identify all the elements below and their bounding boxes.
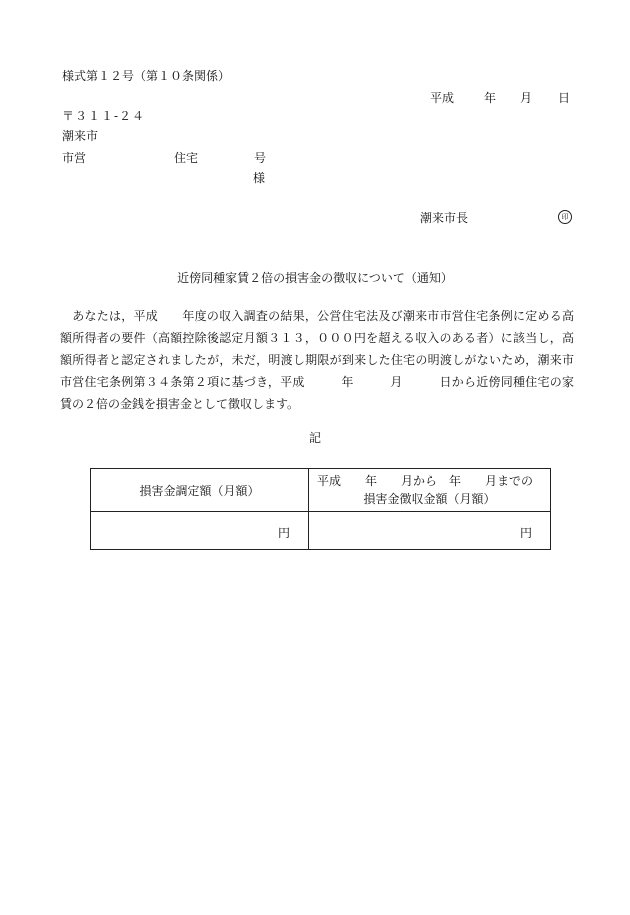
date-year: 年 [483,91,496,105]
housing-prefix: 市営 [62,151,87,165]
ki-heading: 記 [308,431,321,445]
postal-code: 〒３１１-２４ [62,109,146,123]
yen-unit: 円 [277,526,290,540]
value-assessment-cell [91,512,309,550]
housing-name: 住宅 [174,151,199,165]
date-day: 日 [557,91,570,105]
header-collection-period [309,469,551,512]
housing-room: 号 [254,151,267,165]
table-value-row [91,512,551,550]
yen-unit: 円 [519,526,532,540]
header-collection-line: 損害金徴収金額（月額） [363,492,496,506]
header-period-line: 平成 年 月から 年 月までの [317,474,534,488]
recipient-housing [62,150,266,166]
header-monthly-assessment: 損害金調定額（月額） [91,469,309,512]
value-collection-cell [309,512,551,550]
recipient-city: 潮来市 [62,129,99,143]
date-month: 月 [519,91,532,105]
date-era: 平成 [429,91,454,105]
table-header-row [91,469,551,512]
recipient-honorific: 様 [253,171,266,185]
notice-body: あなたは，平成 年度の収入調査の結果，公営住宅法及び潮来市市営住宅条例に定める高額所得者の要件（高額控除後認定月額３１３，０００円を超える収入のある者）に該当し，高額所得者と認定されましたが，未だ，明渡し期限が到来した住宅の明渡しがないため，潮来市市営住宅条例第３４条第２項に基づき，平成 年 月 日から近傍同種住宅の家賃の２倍の金銭を損害金として徴収します。 [60,309,574,411]
issue-date [430,90,570,106]
sender-title: 潮来市長 [420,211,469,225]
notice-title: 近傍同種家賃２倍の損害金の徴収について（通知） [177,271,453,285]
seal-mark: 印 [558,210,572,224]
damages-table [90,468,551,550]
form-number: 様式第１２号（第１０条関係） [62,69,231,83]
